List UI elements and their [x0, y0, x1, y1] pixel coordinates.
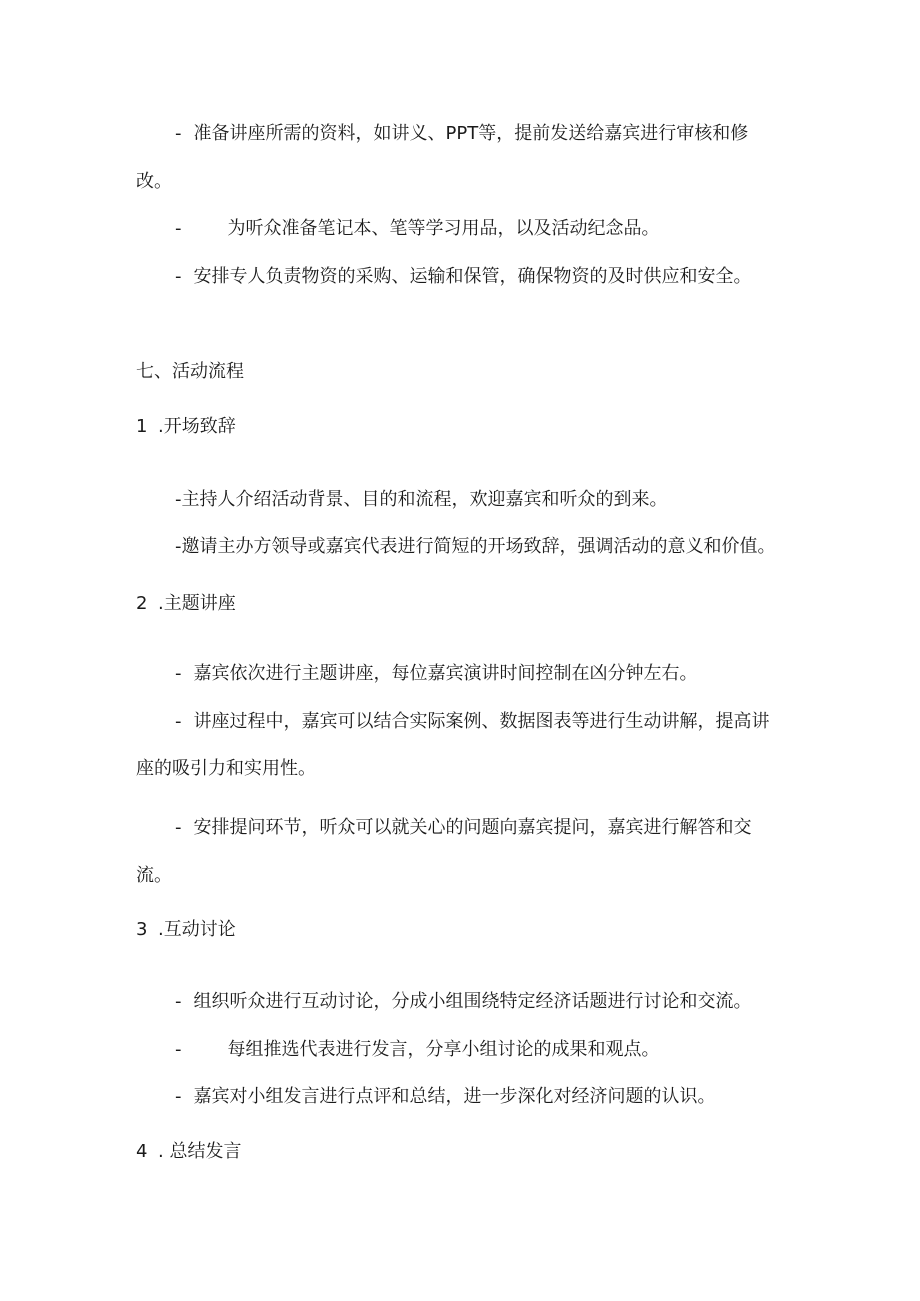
- bullet-dash: -: [175, 1086, 182, 1107]
- paragraph-text: 讲座过程中，嘉宾可以结合实际案例、数据图表等进行生动讲解，提高讲: [193, 711, 770, 732]
- section-heading: 七、活动流程: [136, 361, 244, 382]
- part-2-item-3: [175, 816, 752, 840]
- paragraph-text: 组织听众进行互动讨论，分成小组围绕特定经济话题进行讨论和交流。: [193, 991, 752, 1012]
- prep-item-1: [175, 122, 748, 146]
- part-2-item-3-continuation: 流。: [136, 865, 172, 886]
- bullet-dash: -: [175, 711, 182, 732]
- bullet-dash: -: [175, 266, 182, 287]
- bullet-dash: -: [175, 817, 182, 838]
- part-number: 1: [136, 416, 148, 437]
- part-2-heading: [136, 592, 236, 616]
- part-number: 4: [136, 1141, 148, 1162]
- part-2-item-2: [175, 710, 770, 734]
- paragraph-text: 每组推选代表进行发言，分享小组讨论的成果和观点。: [227, 1039, 660, 1060]
- part-4-heading: [136, 1140, 241, 1164]
- paragraph-text: 安排提问环节，听众可以就关心的问题向嘉宾提问，嘉宾进行解答和交: [193, 817, 752, 838]
- part-title: .主题讲座: [158, 593, 236, 614]
- part-1-heading: [136, 415, 236, 439]
- paragraph-text: 准备讲座所需的资料，如讲义、PPT等，提前发送给嘉宾进行审核和修: [193, 123, 749, 144]
- part-3-item-1: [175, 990, 752, 1014]
- part-number: 3: [136, 919, 148, 940]
- prep-item-2: [175, 217, 660, 241]
- bullet-dash: -: [175, 218, 182, 239]
- prep-item-3: [175, 265, 752, 289]
- part-number: 2: [136, 593, 148, 614]
- bullet-dash: -: [175, 123, 182, 144]
- paragraph-text: 为听众准备笔记本、笔等学习用品，以及活动纪念品。: [227, 218, 660, 239]
- part-title: . 总结发言: [158, 1141, 242, 1162]
- part-3-heading: [136, 918, 236, 942]
- bullet-dash: -: [175, 663, 182, 684]
- paragraph-text: 安排专人负责物资的采购、运输和保管，确保物资的及时供应和安全。: [193, 266, 752, 287]
- bullet-dash: -: [175, 991, 182, 1012]
- paragraph-text: 嘉宾依次进行主题讲座，每位嘉宾演讲时间控制在凶分钟左右。: [193, 663, 698, 684]
- part-title: .开场致辞: [158, 416, 236, 437]
- part-1-item-2: -邀请主办方领导或嘉宾代表进行简短的开场致辞，强调活动的意义和价值。: [175, 536, 776, 557]
- paragraph-text: 嘉宾对小组发言进行点评和总结，进一步深化对经济问题的认识。: [193, 1086, 716, 1107]
- part-1-item-1: -主持人介绍活动背景、目的和流程，欢迎嘉宾和听众的到来。: [175, 489, 668, 510]
- part-3-item-2: [175, 1038, 660, 1062]
- part-title: .互动讨论: [158, 919, 236, 940]
- part-2-item-2-continuation: 座的吸引力和实用性。: [136, 758, 316, 779]
- bullet-dash: -: [175, 1039, 182, 1060]
- prep-item-1-continuation: 改。: [136, 171, 172, 192]
- part-2-item-1: [175, 662, 698, 686]
- part-3-item-3: [175, 1085, 716, 1109]
